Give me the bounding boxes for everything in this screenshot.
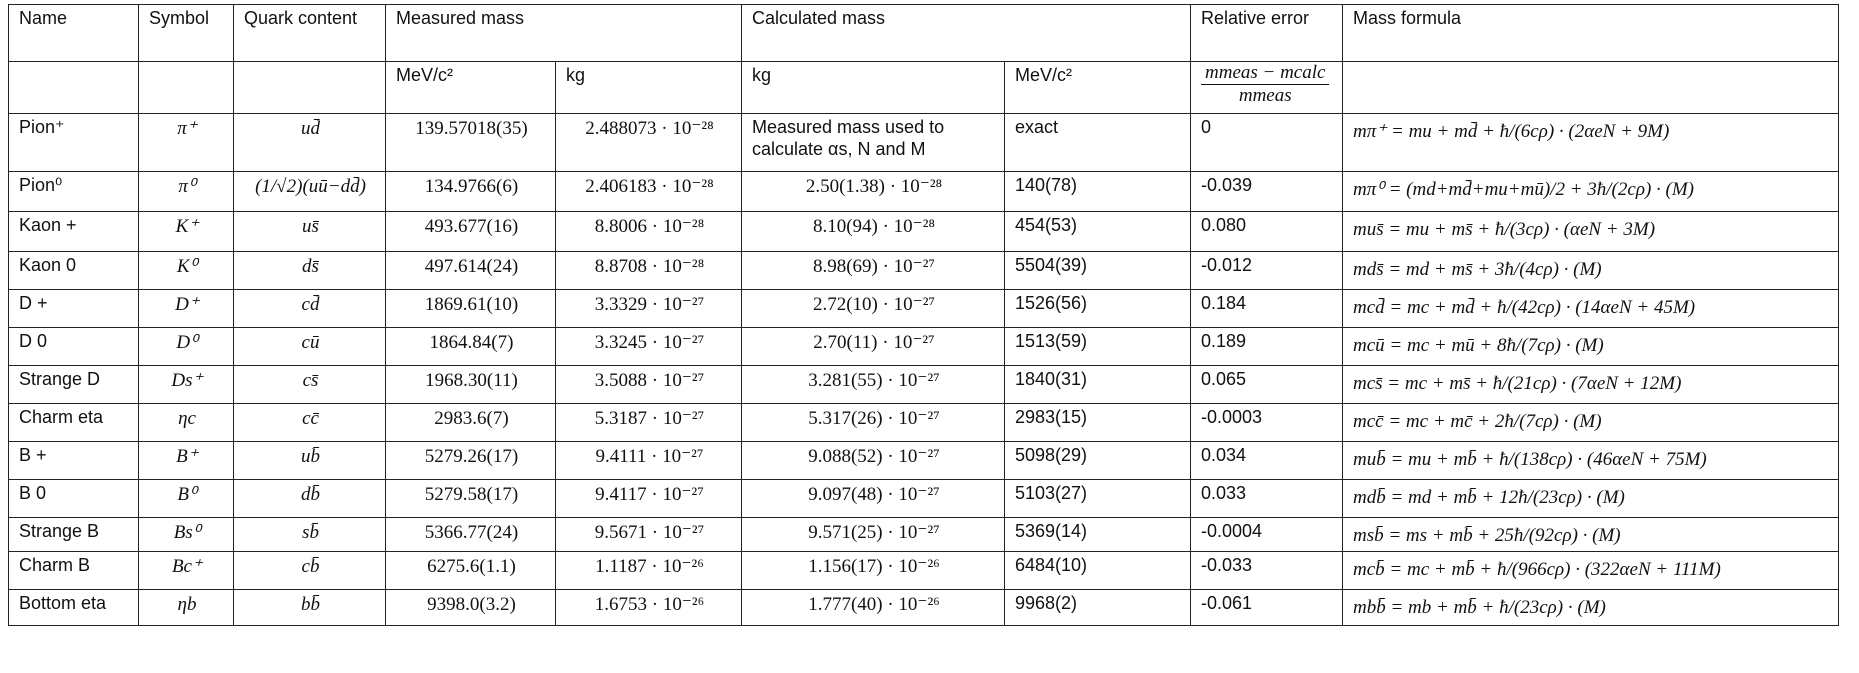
symbol-cell: K⁺ [139, 212, 234, 252]
header-symbol: Symbol [139, 5, 234, 62]
subheader-measured-mev: MeV/c² [386, 62, 556, 114]
mass-formula-cell: mcb̄ = mc + mb̄ + ħ/(966cρ) · (322αeN + 111M) [1343, 552, 1839, 590]
subheader-measured-kg: kg [556, 62, 742, 114]
header-mass-formula: Mass formula [1343, 5, 1839, 62]
symbol-cell: π⁰ [139, 172, 234, 212]
calculated-kg-cell: 8.98(69) · 10⁻²⁷ [742, 252, 1005, 290]
measured-kg-cell: 9.4117 · 10⁻²⁷ [556, 480, 742, 518]
quark-content-cell: cd̄ [234, 290, 386, 328]
header-name: Name [9, 5, 139, 62]
table-row [9, 442, 1839, 480]
relative-error-cell: 0.065 [1191, 366, 1343, 404]
calculated-kg-cell: 9.571(25) · 10⁻²⁷ [742, 518, 1005, 552]
measured-mev-cell: 5279.26(17) [386, 442, 556, 480]
quark-content-cell: bb̄ [234, 590, 386, 626]
calculated-kg-cell: 9.097(48) · 10⁻²⁷ [742, 480, 1005, 518]
calculated-mev-cell: 5504(39) [1005, 252, 1191, 290]
name-cell: B + [9, 442, 139, 480]
relative-error-cell: -0.012 [1191, 252, 1343, 290]
calculated-mev-cell: 454(53) [1005, 212, 1191, 252]
table-row [9, 328, 1839, 366]
table-row [9, 114, 1839, 172]
name-cell: Charm B [9, 552, 139, 590]
calculated-kg-cell: 9.088(52) · 10⁻²⁷ [742, 442, 1005, 480]
relative-error-cell: 0.033 [1191, 480, 1343, 518]
calculated-mev-cell: 140(78) [1005, 172, 1191, 212]
calculated-mev-cell: 2983(15) [1005, 404, 1191, 442]
relative-error-cell: -0.061 [1191, 590, 1343, 626]
header-relative-error: Relative error [1191, 5, 1343, 62]
quark-content-cell: cb̄ [234, 552, 386, 590]
measured-kg-cell: 9.5671 · 10⁻²⁷ [556, 518, 742, 552]
mass-formula-cell: mcd̄ = mc + md̄ + ħ/(42cρ) · (14αeN + 45M) [1343, 290, 1839, 328]
calculated-mev-cell: 1840(31) [1005, 366, 1191, 404]
symbol-cell: π⁺ [139, 114, 234, 172]
calculated-mev-cell: exact [1005, 114, 1191, 172]
measured-mev-cell: 1864.84(7) [386, 328, 556, 366]
symbol-cell: B⁰ [139, 480, 234, 518]
measured-mev-cell: 2983.6(7) [386, 404, 556, 442]
measured-mev-cell: 497.614(24) [386, 252, 556, 290]
quark-content-cell: ud̄ [234, 114, 386, 172]
mass-formula-cell: mcs̄ = mc + ms̄ + ħ/(21cρ) · (7αeN + 12M) [1343, 366, 1839, 404]
measured-mev-cell: 493.677(16) [386, 212, 556, 252]
calculated-kg-cell: 8.10(94) · 10⁻²⁸ [742, 212, 1005, 252]
measured-kg-cell: 1.1187 · 10⁻²⁶ [556, 552, 742, 590]
quark-content-cell: ub̄ [234, 442, 386, 480]
subheader-calculated-kg: kg [742, 62, 1005, 114]
symbol-cell: B⁺ [139, 442, 234, 480]
name-cell: Charm eta [9, 404, 139, 442]
subheader-empty [1343, 62, 1839, 114]
relative-error-cell: -0.039 [1191, 172, 1343, 212]
calculated-kg-cell: Measured mass used to calculate αs, N and M [742, 114, 1005, 172]
relative-error-cell: -0.0003 [1191, 404, 1343, 442]
relative-error-cell: 0.189 [1191, 328, 1343, 366]
symbol-cell: Ds⁺ [139, 366, 234, 404]
subheader-empty [9, 62, 139, 114]
calculated-mev-cell: 1526(56) [1005, 290, 1191, 328]
header-row [9, 5, 1839, 62]
calculated-kg-cell: 1.777(40) · 10⁻²⁶ [742, 590, 1005, 626]
measured-mev-cell: 134.9766(6) [386, 172, 556, 212]
quark-content-cell: cs̄ [234, 366, 386, 404]
symbol-cell: ηc [139, 404, 234, 442]
measured-kg-cell: 5.3187 · 10⁻²⁷ [556, 404, 742, 442]
mass-formula-cell: mbb̄ = mb + mb̄ + ħ/(23cρ) · (M) [1343, 590, 1839, 626]
subheader-empty [139, 62, 234, 114]
table-row [9, 366, 1839, 404]
measured-kg-cell: 2.406183 · 10⁻²⁸ [556, 172, 742, 212]
symbol-cell: Bc⁺ [139, 552, 234, 590]
table-row [9, 552, 1839, 590]
name-cell: B 0 [9, 480, 139, 518]
name-cell: D 0 [9, 328, 139, 366]
symbol-cell: K⁰ [139, 252, 234, 290]
table-row [9, 172, 1839, 212]
relative-error-cell: 0.034 [1191, 442, 1343, 480]
subheader-empty [234, 62, 386, 114]
measured-kg-cell: 9.4111 · 10⁻²⁷ [556, 442, 742, 480]
measured-mev-cell: 5279.58(17) [386, 480, 556, 518]
table-row [9, 212, 1839, 252]
mass-formula-cell: mds̄ = md + ms̄ + 3ħ/(4cρ) · (M) [1343, 252, 1839, 290]
relative-error-cell: 0.080 [1191, 212, 1343, 252]
measured-kg-cell: 3.5088 · 10⁻²⁷ [556, 366, 742, 404]
measured-mev-cell: 1968.30(11) [386, 366, 556, 404]
mass-formula-cell: mus̄ = mu + ms̄ + ħ/(3cρ) · (αeN + 3M) [1343, 212, 1839, 252]
calculated-mev-cell: 5103(27) [1005, 480, 1191, 518]
symbol-cell: D⁺ [139, 290, 234, 328]
relative-error-cell: -0.033 [1191, 552, 1343, 590]
header-quark-content: Quark content [234, 5, 386, 62]
calculated-kg-cell: 2.50(1.38) · 10⁻²⁸ [742, 172, 1005, 212]
table-row [9, 290, 1839, 328]
name-cell: Pion⁺ [9, 114, 139, 172]
header-calculated-mass: Calculated mass [742, 5, 1191, 62]
subheader-relative-error-fraction [1191, 62, 1343, 114]
relative-error-cell: 0.184 [1191, 290, 1343, 328]
calculated-kg-cell: 2.72(10) · 10⁻²⁷ [742, 290, 1005, 328]
calculated-kg-cell: 3.281(55) · 10⁻²⁷ [742, 366, 1005, 404]
name-cell: Pion⁰ [9, 172, 139, 212]
calculated-mev-cell: 5098(29) [1005, 442, 1191, 480]
symbol-cell: Bs⁰ [139, 518, 234, 552]
quark-content-cell: (1/√2)(uū−dd̄) [234, 172, 386, 212]
measured-kg-cell: 8.8006 · 10⁻²⁸ [556, 212, 742, 252]
quark-content-cell: db̄ [234, 480, 386, 518]
calculated-kg-cell: 2.70(11) · 10⁻²⁷ [742, 328, 1005, 366]
relative-error-numerator: mmeas − mcalc [1201, 62, 1329, 85]
subheader-row [9, 62, 1839, 114]
table-body [9, 5, 1839, 626]
measured-kg-cell: 1.6753 · 10⁻²⁶ [556, 590, 742, 626]
relative-error-denominator: mmeas [1238, 84, 1292, 106]
name-cell: Kaon + [9, 212, 139, 252]
symbol-cell: D⁰ [139, 328, 234, 366]
mass-formula-cell: msb̄ = ms + mb̄ + 25ħ/(92cρ) · (M) [1343, 518, 1839, 552]
measured-mev-cell: 139.57018(35) [386, 114, 556, 172]
relative-error-cell: 0 [1191, 114, 1343, 172]
quark-content-cell: ds̄ [234, 252, 386, 290]
calculated-mev-cell: 9968(2) [1005, 590, 1191, 626]
calculated-mev-cell: 6484(10) [1005, 552, 1191, 590]
name-cell: Strange B [9, 518, 139, 552]
mass-formula-cell: mπ⁰ = (md+md̄+mu+mū)/2 + 3ħ/(2cρ) · (M) [1343, 172, 1839, 212]
calculated-kg-cell: 5.317(26) · 10⁻²⁷ [742, 404, 1005, 442]
calculated-mev-cell: 5369(14) [1005, 518, 1191, 552]
mass-formula-cell: mdb̄ = md + mb̄ + 12ħ/(23cρ) · (M) [1343, 480, 1839, 518]
measured-kg-cell: 3.3245 · 10⁻²⁷ [556, 328, 742, 366]
measured-mev-cell: 5366.77(24) [386, 518, 556, 552]
measured-kg-cell: 8.8708 · 10⁻²⁸ [556, 252, 742, 290]
measured-kg-cell: 3.3329 · 10⁻²⁷ [556, 290, 742, 328]
name-cell: Strange D [9, 366, 139, 404]
name-cell: Bottom eta [9, 590, 139, 626]
name-cell: Kaon 0 [9, 252, 139, 290]
measured-mev-cell: 1869.61(10) [386, 290, 556, 328]
meson-mass-table [8, 4, 1839, 626]
table-row [9, 518, 1839, 552]
relative-error-cell: -0.0004 [1191, 518, 1343, 552]
mass-formula-cell: mcū = mc + mū + 8ħ/(7cρ) · (M) [1343, 328, 1839, 366]
name-cell: D + [9, 290, 139, 328]
calculated-mev-cell: 1513(59) [1005, 328, 1191, 366]
measured-mev-cell: 6275.6(1.1) [386, 552, 556, 590]
symbol-cell: ηb [139, 590, 234, 626]
calculated-kg-cell: 1.156(17) · 10⁻²⁶ [742, 552, 1005, 590]
mass-formula-cell: mub̄ = mu + mb̄ + ħ/(138cρ) · (46αeN + 75M) [1343, 442, 1839, 480]
relative-error-fraction [1201, 62, 1329, 107]
mass-formula-cell: mπ⁺ = mu + md̄ + ħ/(6cρ) · (2αeN + 9M) [1343, 114, 1839, 172]
quark-content-cell: us̄ [234, 212, 386, 252]
table-row [9, 480, 1839, 518]
table-row [9, 252, 1839, 290]
table-row [9, 590, 1839, 626]
mass-formula-cell: mcc̄ = mc + mc̄ + 2ħ/(7cρ) · (M) [1343, 404, 1839, 442]
table-row [9, 404, 1839, 442]
quark-content-cell: cū [234, 328, 386, 366]
header-measured-mass: Measured mass [386, 5, 742, 62]
subheader-calculated-mev: MeV/c² [1005, 62, 1191, 114]
quark-content-cell: sb̄ [234, 518, 386, 552]
measured-kg-cell: 2.488073 · 10⁻²⁸ [556, 114, 742, 172]
quark-content-cell: cc̄ [234, 404, 386, 442]
measured-mev-cell: 9398.0(3.2) [386, 590, 556, 626]
